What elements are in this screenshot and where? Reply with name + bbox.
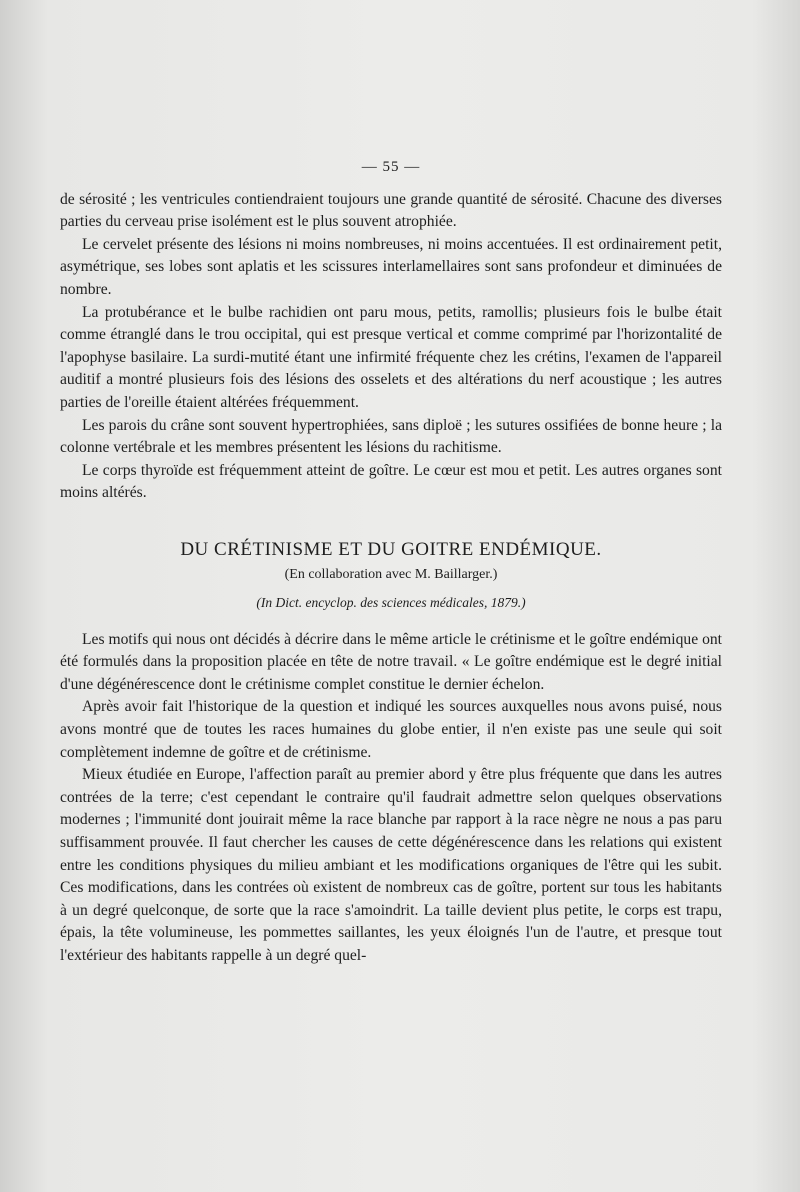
paragraph: de sérosité ; les ventricules contiendraient toujours une grande quantité de sérosité. Chacune des diverses parties du cerveau prise isolément est le plus souvent atrophiée. [60, 190, 722, 231]
paragraph: Après avoir fait l'historique de la question et indiqué les sources auxquelles nous avons puisé, nous avons montré que de toutes les races humaines du globe entier, il n'en existe pas une seule qui soit complètement indemne de goître et de crétinisme. [60, 698, 722, 761]
section-collaboration: (En collaboration avec M. Baillarger.) [284, 566, 498, 582]
page-text-block [60, 156, 722, 968]
paragraph: Les parois du crâne sont souvent hypertrophiées, sans diploë ; les sutures ossifiées de bonne heure ; la colonne vertébrale et les membres présentent les lésions du rachitisme. [60, 416, 722, 457]
section-title: DU CRÉTINISME ET DU GOITRE ENDÉMIQUE. [180, 538, 602, 560]
paragraph: Mieux étudiée en Europe, l'affection paraît au premier abord y être plus fréquente que dans les autres contrées de la terre; c'est cependant le contraire qu'il faudrait admettre selon quelques observations modernes ; l'immunité dont jouirait même la race blanche par rapport à la race nègre ne nous a pas paru suffisamment prouvée. Il faut chercher les causes de cette dégénérescence dans les relations qui existent entre les conditions physiques du milieu ambiant et les modifications organiques de l'être qui les subit. Ces modifications, dans les contrées où existent de nombreux cas de goître, portent sur tous les habitants à un degré quelconque, de sorte que la race s'amoindrit. La taille devient plus petite, le corps est trapu, épais, la tête volumineuse, les pommettes saillantes, les yeux éloignés l'un de l'autre, et presque tout l'extérieur des habitants rappelle à un degré quel- [60, 766, 722, 964]
paragraph: La protubérance et le bulbe rachidien ont paru mous, petits, ramollis; plusieurs fois le bulbe était comme étranglé dans le trou occipital, qui est presque vertical et comme comprimé par l'horizontalité de l'apophyse basilaire. La surdi-mutité étant une infirmité fréquente chez les crétins, l'examen de l'appareil auditif a montré plusieurs fois des lésions des osselets et des altérations du nerf acoustique ; les autres parties de l'oreille étaient altérées fréquemment. [60, 303, 722, 411]
paragraph: Les motifs qui nous ont décidés à décrire dans le même article le crétinisme et le goître endémique ont été formulés dans la proposition placée en tête de notre travail. « Le goître endémique est le degré initial d'une dégénérescence dont le crétinisme complet constitue le dernier échelon. [60, 630, 722, 693]
paragraph: Le cervelet présente des lésions ni moins nombreuses, ni moins accentuées. Il est ordinairement petit, asymétrique, ses lobes sont aplatis et les scissures interlamellaires sont sans profondeur et diminuées de nombre. [60, 235, 722, 298]
page-number: — 55 — [361, 159, 421, 175]
section-source: (In Dict. encyclop. des sciences médicales, 1879.) [256, 595, 526, 611]
paragraph: Le corps thyroïde est fréquemment atteint de goître. Le cœur est mou et petit. Les autres organes sont moins altérés. [60, 461, 722, 502]
